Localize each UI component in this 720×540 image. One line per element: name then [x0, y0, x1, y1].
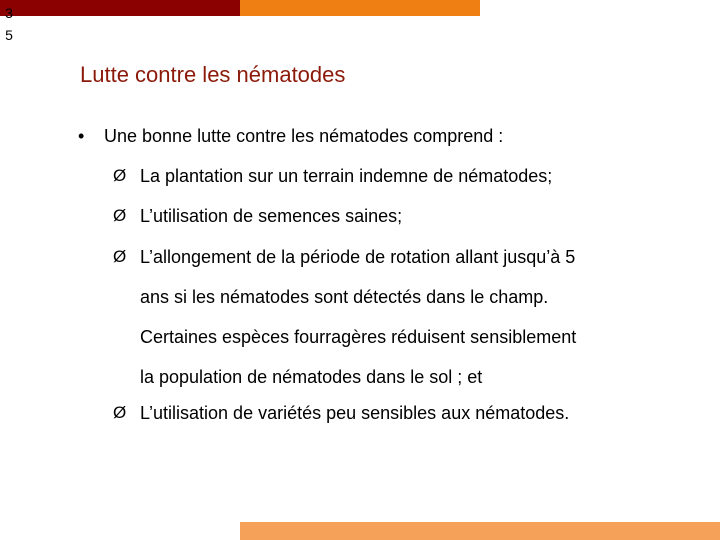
slide-number — [3, 2, 15, 46]
sub-bullet-line: Certaines espèces fourragères réduisent sensiblement — [140, 327, 577, 347]
slide-number-digit: 3 — [5, 5, 13, 21]
bullet-dot-icon: • — [78, 126, 85, 146]
bottom-accent-bar — [240, 522, 720, 540]
main-bullet-text: Une bonne lutte contre les nématodes comprend : — [104, 126, 504, 146]
arrow-bullet-icon: Ø — [113, 206, 127, 225]
top-accent-bar-dark — [0, 0, 240, 16]
sub-bullet-line: L’allongement de la période de rotation allant jusqu’à 5 — [140, 247, 576, 267]
sub-bullet-text — [140, 237, 576, 397]
slide-number-digit: 5 — [5, 27, 13, 43]
arrow-bullet-icon: Ø — [113, 166, 127, 185]
sub-bullet-line: la population de nématodes dans le sol ; et — [140, 367, 483, 387]
top-accent-bar-orange — [240, 0, 480, 16]
sub-bullet-line: ans si les nématodes sont détectés dans le champ. — [140, 287, 549, 307]
sub-bullet-text: La plantation sur un terrain indemne de nématodes; — [140, 166, 553, 186]
slide-title: Lutte contre les nématodes — [80, 62, 346, 87]
sub-bullet-text: L’utilisation de semences saines; — [140, 206, 403, 226]
sub-bullet-text: L’utilisation de variétés peu sensibles aux nématodes. — [140, 403, 570, 423]
arrow-bullet-icon: Ø — [113, 403, 127, 422]
arrow-bullet-icon: Ø — [113, 247, 127, 266]
